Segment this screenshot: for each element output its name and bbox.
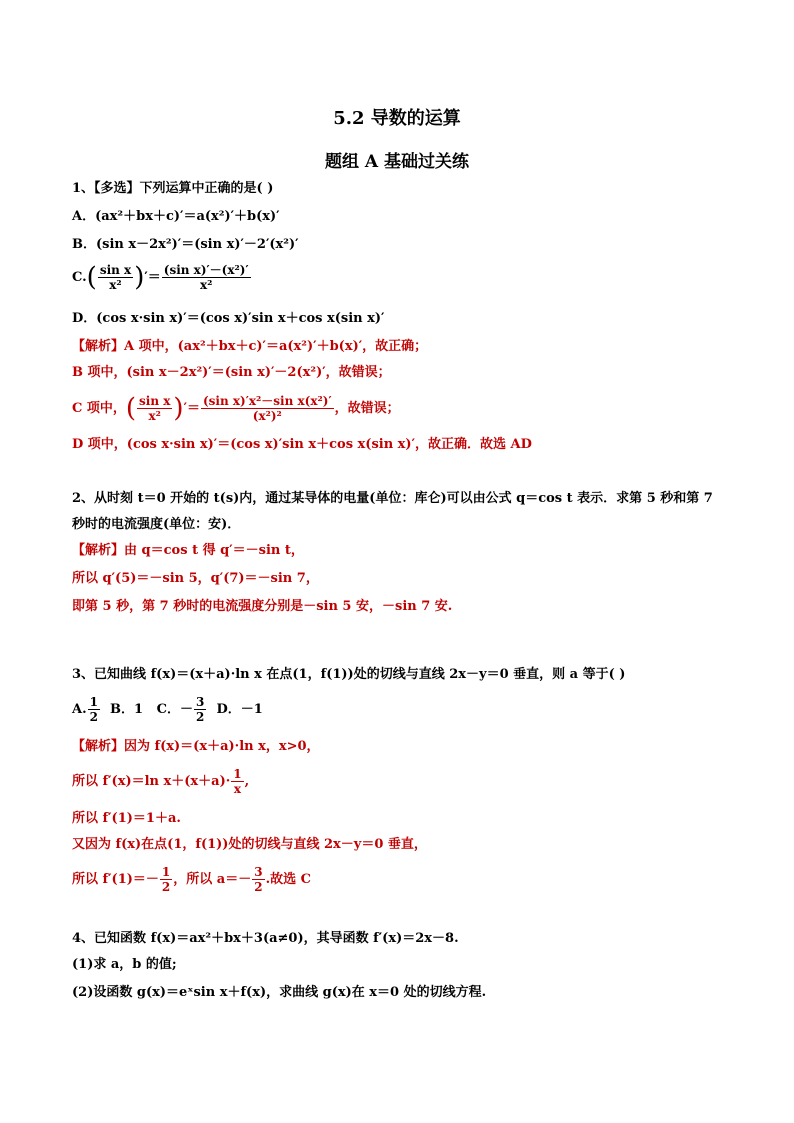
fraction-numerator: (sin x)′－(x²)′ [163,263,249,277]
solution-tag: 【解析】 [72,339,125,354]
q3-option-c-fraction [194,695,206,724]
q1-solution-c-suffix: ，故错误； [334,401,400,416]
q1-solution-c-prefix: C 项中， [72,401,126,416]
q1-option-d: D．(cos x·sin x)′＝(cos x)′sin x＋cos x(sin x)′ [72,311,385,326]
q3-solution-5 [72,862,311,898]
q3-solution-2 [72,764,249,800]
q1-solution-c-mid: ′＝ [183,401,200,416]
q1-option-c [72,262,252,294]
solution-tag: 【解析】 [72,543,125,558]
q1-solution-b: B 项中，(sin x－2x²)′＝(sin x)′－2(x²)′，故错误； [72,365,391,380]
fraction-denominator: 2 [89,710,98,724]
q1-option-c-mid: ′＝ [144,270,161,285]
solution-tag: 【解析】 [72,739,125,754]
q3-solution-1-text: 因为 f(x)＝(x＋a)·ln x，x>0， [124,739,320,754]
q3-option-b: B．1 [110,702,144,717]
fraction-numerator: (sin x)′x²－sin x(x²)′ [203,394,332,408]
q3-solution-5-fraction-2 [252,865,264,894]
fraction-denominator: x² [109,278,122,292]
q3-solution-5-fraction-1 [160,865,172,894]
fraction-denominator: x² [148,409,161,423]
q1-solution-c [72,392,400,426]
q3-option-d: D．－1 [216,702,263,717]
right-paren: ) [173,393,184,424]
fraction-denominator: 2 [254,880,263,894]
fraction-denominator: (x²)² [252,409,282,423]
fraction-numerator: 1 [161,865,171,879]
fraction-numerator: 1 [233,767,242,781]
left-paren: ( [86,262,97,293]
q1-stem: 1、【多选】下列运算中正确的是( ) [72,181,274,196]
fraction-numerator: 3 [196,695,205,709]
q3-solution-5-suffix: .故选 C [265,872,311,887]
q1-option-c-rhs-fraction [162,263,251,292]
q3-stem: 3、已知曲线 f(x)＝(x＋a)·ln x 在点(1，f(1))处的切线与直线 2x－y＝0 垂直，则 a 等于( ) [72,667,626,682]
fraction-numerator: sin x [99,263,132,277]
q2-solution-3: 即第 5 秒，第 7 秒时的电流强度分别是－sin 5 安，－sin 7 安. [72,599,453,614]
q3-solution-3: 所以 f′(1)＝1＋a. [72,811,181,826]
q1-option-b: B．(sin x－2x²)′＝(sin x)′－2′(x²)′ [72,237,299,252]
q1-option-c-lhs-fraction [98,263,133,292]
q3-solution-5-mid: ，所以 a＝－ [173,872,252,887]
q3-option-c-prefix: C．－ [156,702,194,717]
q2-solution-1 [72,542,304,560]
section-subtitle: 题组 A 基础过关练 [324,152,470,172]
q3-option-a-prefix: A. [72,702,87,717]
q3-solution-4: 又因为 f(x)在点(1，f(1))处的切线与直线 2x－y＝0 垂直， [72,837,427,852]
q3-solution-5-prefix: 所以 f′(1)＝－ [72,872,159,887]
fraction-numerator: 1 [89,695,98,709]
q4-stem: 4、已知函数 f(x)＝ax²＋bx＋3(a≠0)，其导函数 f′(x)＝2x－8. [72,931,459,946]
page-title: 5.2 导数的运算 [333,108,461,129]
fraction-denominator: x [233,782,242,796]
left-paren: ( [125,393,137,424]
q1-option-c-prefix: C. [72,270,87,285]
q2-solution-2: 所以 q′(5)＝－sin 5，q′(7)＝－sin 7， [72,571,319,586]
fraction-denominator: 2 [196,710,205,724]
fraction-denominator: 2 [161,880,171,894]
q1-solution-c-lhs-fraction [137,394,172,423]
q1-solution-c-rhs-fraction [201,394,334,423]
q2-stem-line1: 2、从时刻 t＝0 开始的 t(s)内，通过某导体的电量(单位：库仑)可以由公式 q＝cos t 表示．求第 5 秒和第 7 [72,491,713,506]
q3-solution-2-suffix: , [244,774,250,789]
fraction-denominator: x² [199,278,213,292]
fraction-numerator: sin x [139,394,171,408]
q4-part-1: (1)求 a，b 的值; [72,957,177,972]
q3-options [72,694,263,726]
q1-solution-a-text: A 项中，(ax²＋bx＋c)′＝a(x²)′＋b(x)′，故正确； [124,339,428,354]
q3-option-a-fraction [88,695,100,724]
q1-solution-d: D 项中，(cos x·sin x)′＝(cos x)′sin x＋cos x(sin x)′，故正确．故选 AD [72,437,532,452]
q1-option-a: A．(ax²＋bx＋c)′＝a(x²)′＋b(x)′ [72,209,280,224]
q2-solution-1-text: 由 q＝cos t 得 q′＝－sin t， [124,543,304,558]
q3-solution-2-prefix: 所以 f′(x)＝ln x＋(x＋a)· [72,774,231,789]
q3-solution-1 [72,738,320,756]
q1-solution-a [72,338,427,356]
q4-part-2: (2)设函数 g(x)＝eˣsin x＋f(x)，求曲线 g(x)在 x＝0 处的切线方程. [72,985,487,1000]
right-paren: ) [134,262,145,293]
q3-solution-2-fraction [231,767,243,796]
q2-stem-line2: 秒时的电流强度(单位：安)． [72,517,241,532]
fraction-numerator: 3 [254,865,263,879]
